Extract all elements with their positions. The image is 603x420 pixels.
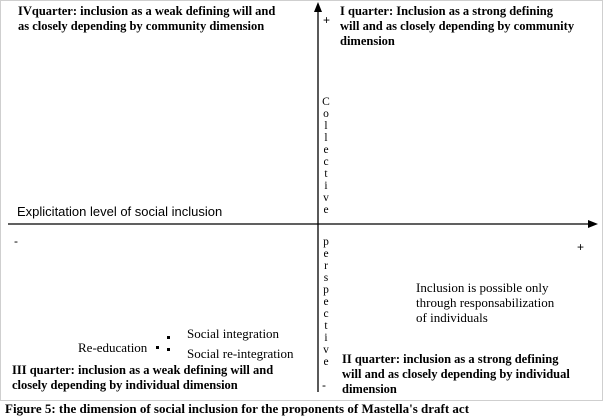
vertical-word-perspective: p e r s p e c t i v e	[323, 236, 329, 368]
vertical-axis-arrow	[314, 2, 322, 12]
social-integration-label: Social integration	[187, 326, 280, 341]
figure-caption: Figure 5: the dimension of social inclusion for the proponents of Mastella's draft act	[5, 401, 470, 416]
bullet-dot	[167, 348, 170, 351]
responsabilization-note: Inclusion is possible only through responsabilization of individuals	[416, 280, 555, 325]
quarter-iii-label: III quarter: inclusion as a weak defining will and closely depending by individual dimension	[12, 363, 274, 392]
vertical-plus-sign: +	[323, 13, 331, 27]
horizontal-axis-arrow	[588, 220, 598, 228]
quarter-iv-label: IVquarter: inclusion as a weak defining will and as closely depending by community dimension	[18, 4, 276, 33]
vertical-word-collective: C o l l e c t i v e	[322, 96, 330, 216]
horizontal-minus-sign: -	[14, 234, 18, 248]
quarter-i-label: I quarter: Inclusion as a strong defining will and as closely depending by community dimension	[340, 4, 575, 48]
quarter-ii-label: II quarter: inclusion as a strong defining will and as closely depending by individual dimension	[342, 352, 570, 396]
horizontal-plus-sign: +	[577, 240, 585, 254]
bullet-dot	[167, 336, 170, 339]
horizontal-axis-label: Explicitation level of social inclusion	[17, 204, 223, 219]
vertical-minus-sign: -	[322, 378, 326, 392]
re-education-label: Re-education	[78, 340, 148, 355]
bullet-dot	[156, 346, 159, 349]
social-reintegration-label: Social re-integration	[187, 346, 294, 361]
